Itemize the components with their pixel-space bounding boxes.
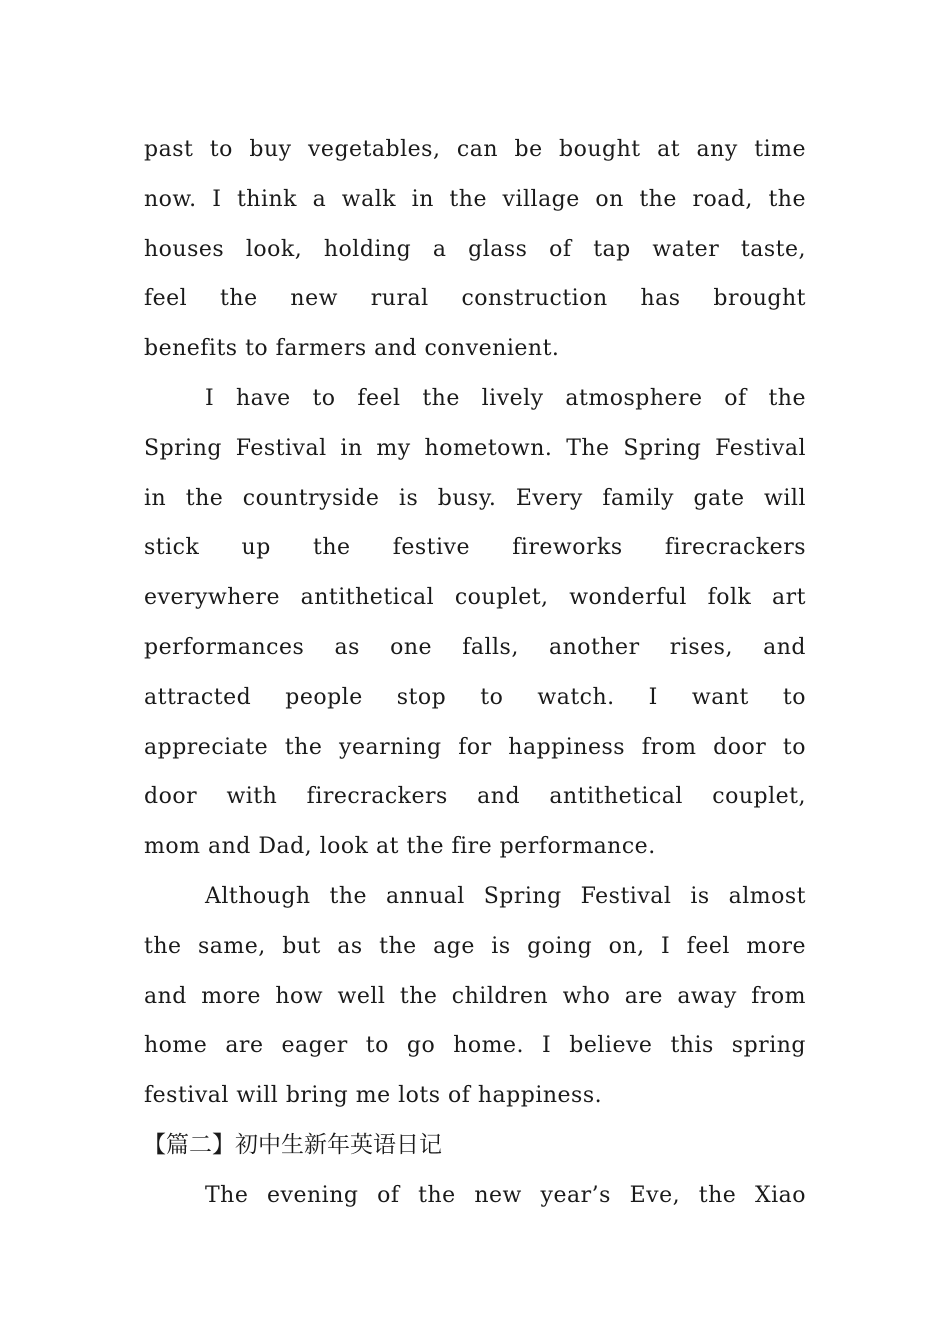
text-line: now. I think a walk in the village on the road, the [144,186,806,212]
text-line: home are eager to go home. I believe this spring [144,1033,806,1059]
text-line: Spring Festival in my hometown. The Spring Festival [144,435,806,461]
text-line: stick up the festive fireworks firecrackers [144,535,806,561]
text-line: and more how well the children who are away from [144,983,806,1009]
text-line: door with firecrackers and antithetical couplet, [144,784,806,810]
text-line: I have to feel the lively atmosphere of the [205,385,806,411]
paragraph [144,872,806,1121]
paragraph [144,1171,806,1221]
text-line: benefits to farmers and convenient. [144,336,560,362]
text-line: everywhere antithetical couplet, wonderful folk art [144,585,806,611]
text-line: feel the new rural construction has brought [144,286,806,312]
text-line: The evening of the new year’s Eve, the Xiao [205,1182,806,1208]
text-line: Although the annual Spring Festival is almost [205,883,806,909]
text-line: the same, but as the age is going on, I feel more [144,933,806,959]
paragraph [144,125,806,374]
text-line: festival will bring me lots of happiness. [144,1083,603,1109]
paragraph [144,374,806,872]
text-line: mom and Dad, look at the fire performance. [144,834,656,860]
section-heading: 【篇二】初中生新年英语日记 [143,1131,442,1158]
document-body [144,125,806,1221]
text-line: performances as one falls, another rises, and [144,634,806,660]
text-line: houses look, holding a glass of tap water taste, [144,236,806,262]
text-line: appreciate the yearning for happiness from door to [144,734,806,760]
text-line: in the countryside is busy. Every family gate will [144,485,806,511]
text-line: attracted people stop to watch. I want to [144,684,806,710]
text-line: past to buy vegetables, can be bought at any time [144,137,806,162]
